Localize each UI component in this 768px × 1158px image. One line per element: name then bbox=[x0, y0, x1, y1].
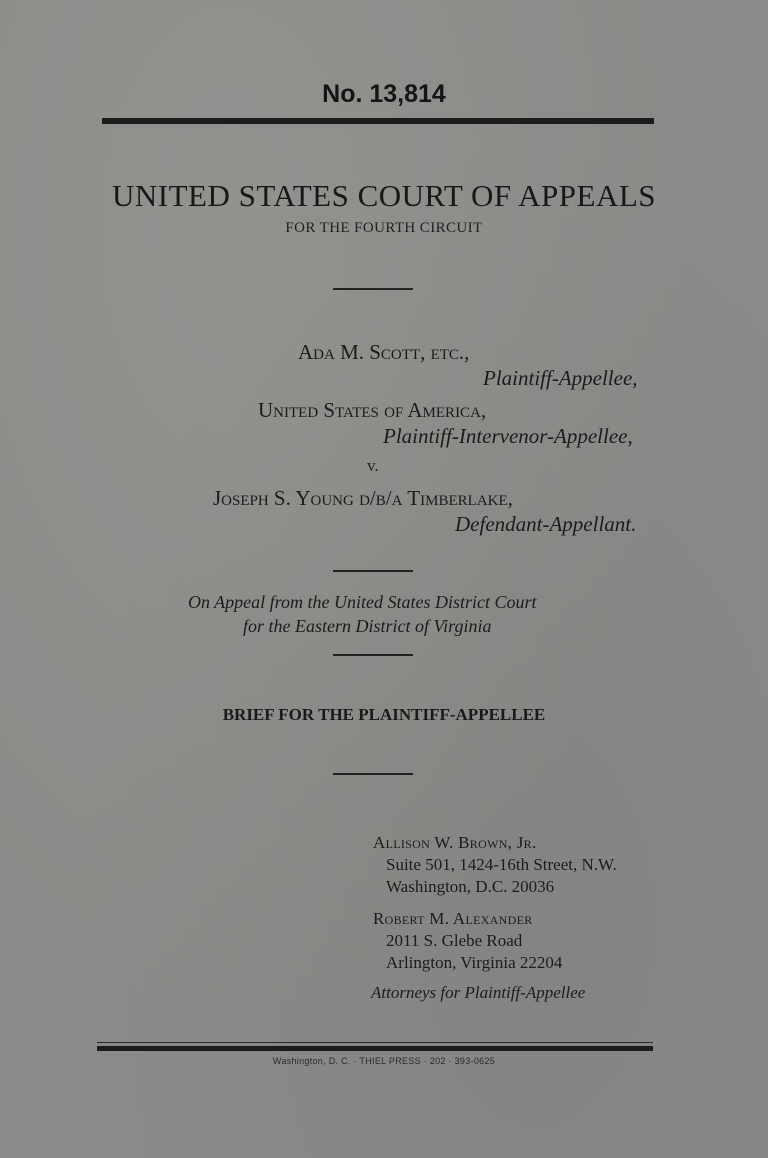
defendant-role: Defendant-Appellant. bbox=[455, 512, 637, 536]
plaintiff-role: Plaintiff-Appellee, bbox=[483, 366, 638, 390]
attorneys-role: Attorneys for Plaintiff-Appellee bbox=[371, 983, 586, 1002]
brief-title: BRIEF FOR THE PLAINTIFF-APPELLEE bbox=[222, 705, 546, 724]
bottom-rule-thin bbox=[97, 1042, 653, 1043]
versus: v. bbox=[367, 456, 379, 475]
attorney-2-address-2: Arlington, Virginia 22204 bbox=[386, 953, 563, 972]
bottom-rule bbox=[97, 1046, 653, 1051]
printer-imprint: Washington, D. C. · THIEL PRESS · 202 · 393-0625 bbox=[272, 1056, 496, 1066]
divider-2 bbox=[333, 570, 413, 572]
attorney-2-address-1: 2011 S. Glebe Road bbox=[386, 931, 523, 950]
divider-1 bbox=[333, 288, 413, 290]
attorney-1-address-1: Suite 501, 1424-16th Street, N.W. bbox=[386, 855, 617, 874]
attorney-1-address-2: Washington, D.C. 20036 bbox=[386, 877, 555, 896]
top-rule bbox=[102, 118, 654, 124]
court-name: UNITED STATES COURT OF APPEALS bbox=[111, 178, 657, 213]
plaintiff-name: Ada M. Scott, etc., bbox=[298, 340, 470, 364]
docket-number: No. 13,814 bbox=[322, 80, 446, 108]
court-circuit: FOR THE FOURTH CIRCUIT bbox=[285, 220, 483, 236]
divider-3 bbox=[333, 654, 413, 656]
intervenor-role: Plaintiff-Intervenor-Appellee, bbox=[383, 424, 633, 448]
attorney-2-name: Robert M. Alexander bbox=[373, 909, 533, 928]
divider-4 bbox=[333, 773, 413, 775]
attorney-1-name: Allison W. Brown, Jr. bbox=[373, 833, 537, 852]
intervenor-name: United States of America, bbox=[258, 398, 487, 422]
defendant-name: Joseph S. Young d/b/a Timberlake, bbox=[213, 486, 513, 510]
appeal-line-1: On Appeal from the United States District Court bbox=[188, 592, 537, 612]
appeal-line-2: for the Eastern District of Virginia bbox=[243, 616, 492, 636]
